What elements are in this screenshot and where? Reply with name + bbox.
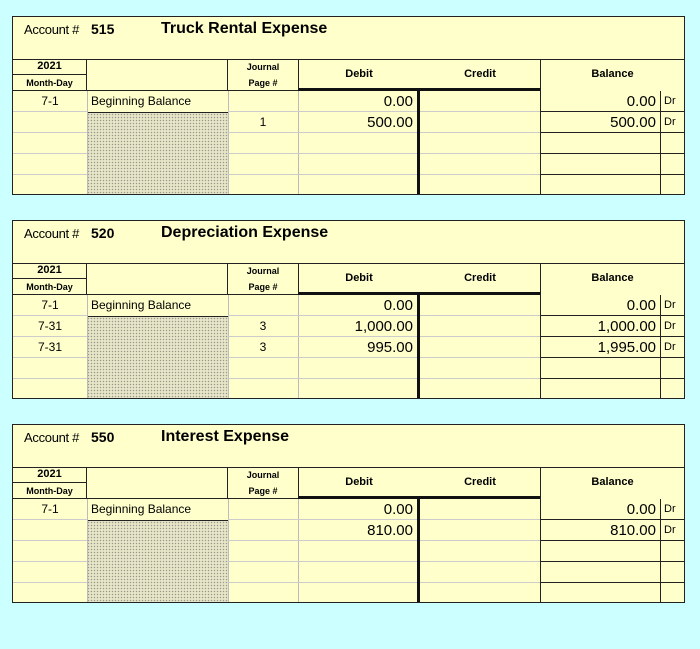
balance-side-cell[interactable] [660, 154, 684, 175]
date-cell[interactable] [13, 154, 87, 175]
ledger-row [13, 562, 684, 583]
journal-header-line1: Journal [246, 470, 280, 480]
ledger-account [12, 424, 685, 603]
journal-page-cell[interactable] [228, 91, 298, 112]
debit-cell[interactable] [298, 562, 417, 583]
balance-cell[interactable] [540, 358, 660, 379]
balance-side-cell[interactable] [660, 541, 684, 562]
journal-page-cell[interactable] [228, 295, 298, 316]
debit-header: Debit [345, 272, 373, 284]
debit-cell[interactable]: 0.00 [298, 499, 417, 520]
date-cell[interactable]: 7-31 [13, 337, 87, 358]
year-header: 2021 [37, 264, 62, 276]
ledger-account [12, 220, 685, 399]
balance-side-cell[interactable] [660, 562, 684, 583]
ledger-rows [13, 295, 684, 398]
balance-side-cell[interactable]: Dr [660, 295, 684, 316]
credit-cell[interactable] [420, 541, 540, 562]
ledger-row [13, 379, 684, 400]
ledger-rows [13, 499, 684, 602]
balance-column-header [540, 467, 684, 499]
debit-cell[interactable] [298, 154, 417, 175]
journal-page-cell[interactable] [228, 358, 298, 379]
date-cell[interactable]: 7-1 [13, 295, 87, 316]
balance-side-cell[interactable]: Dr [660, 499, 684, 520]
credit-cell[interactable] [420, 583, 540, 604]
debit-cell[interactable] [298, 175, 417, 196]
date-cell[interactable] [13, 112, 87, 133]
date-cell[interactable]: 7-31 [13, 316, 87, 337]
description-cell[interactable] [87, 541, 228, 562]
description-cell[interactable]: Beginning Balance [91, 298, 192, 312]
balance-side-cell[interactable] [660, 583, 684, 604]
description-cell[interactable] [87, 358, 228, 379]
journal-header-line1: Journal [246, 266, 280, 276]
date-column-header [13, 263, 87, 295]
balance-cell[interactable]: 500.00 [540, 112, 660, 133]
account-number-label: Account # [24, 22, 80, 37]
journal-page-cell[interactable] [228, 562, 298, 583]
ledger-row [13, 316, 684, 337]
ledger-header [13, 425, 684, 468]
balance-side-cell[interactable]: Dr [660, 91, 684, 112]
balance-side-cell[interactable] [660, 379, 684, 400]
credit-cell[interactable] [420, 379, 540, 400]
balance-side-cell[interactable]: Dr [660, 337, 684, 358]
description-column-header [87, 59, 228, 91]
balance-cell[interactable]: 0.00 [540, 91, 660, 112]
journal-column-header [228, 467, 298, 499]
date-cell[interactable] [13, 583, 87, 604]
journal-header-line2: Page # [248, 486, 278, 496]
date-cell[interactable] [13, 520, 87, 541]
journal-page-cell[interactable]: 3 [228, 316, 298, 337]
description-cell[interactable]: Beginning Balance [91, 502, 192, 516]
description-cell[interactable] [87, 154, 228, 175]
credit-cell[interactable] [420, 133, 540, 154]
balance-side-cell[interactable] [660, 175, 684, 196]
balance-cell[interactable] [540, 175, 660, 196]
year-header: 2021 [37, 60, 62, 72]
credit-cell[interactable] [420, 358, 540, 379]
ledger-row [13, 337, 684, 358]
credit-cell[interactable] [420, 499, 540, 520]
credit-cell[interactable] [420, 337, 540, 358]
balance-cell[interactable]: 1,000.00 [540, 316, 660, 337]
credit-cell[interactable] [420, 175, 540, 196]
ledger-row [13, 175, 684, 196]
ledger-header [13, 17, 684, 60]
date-cell[interactable] [13, 562, 87, 583]
balance-header: Balance [591, 476, 634, 488]
balance-cell[interactable] [540, 379, 660, 400]
debit-cell[interactable] [298, 379, 417, 400]
date-cell[interactable]: 7-1 [13, 91, 87, 112]
balance-side-cell[interactable]: Dr [660, 520, 684, 541]
debit-cell[interactable]: 1,000.00 [298, 316, 417, 337]
credit-header: Credit [464, 272, 496, 284]
ledger-row [13, 154, 684, 175]
balance-header: Balance [591, 68, 634, 80]
ledger-row [13, 133, 684, 154]
date-cell[interactable] [13, 358, 87, 379]
debit-header: Debit [345, 476, 373, 488]
description-cell[interactable]: Beginning Balance [91, 94, 192, 108]
journal-header-line1: Journal [246, 62, 280, 72]
journal-page-cell[interactable] [228, 499, 298, 520]
description-cell[interactable] [87, 520, 228, 541]
account-title: Interest Expense [161, 428, 290, 445]
credit-header: Credit [464, 476, 496, 488]
date-cell[interactable] [13, 133, 87, 154]
balance-header: Balance [591, 272, 634, 284]
debit-cell[interactable]: 810.00 [298, 520, 417, 541]
debit-cell[interactable] [298, 583, 417, 604]
debit-cell[interactable] [298, 133, 417, 154]
journal-page-cell[interactable] [228, 175, 298, 196]
debit-cell[interactable] [298, 358, 417, 379]
credit-cell[interactable] [420, 91, 540, 112]
description-cell[interactable] [87, 316, 228, 337]
journal-column-header [228, 59, 298, 91]
description-cell[interactable] [87, 112, 228, 133]
ledger-row [13, 112, 684, 133]
year-header: 2021 [37, 468, 62, 480]
date-column-header [13, 59, 87, 91]
description-cell[interactable] [87, 175, 228, 196]
journal-page-cell[interactable] [228, 133, 298, 154]
debit-cell[interactable]: 500.00 [298, 112, 417, 133]
description-cell[interactable] [87, 379, 228, 400]
journal-page-cell[interactable]: 1 [228, 112, 298, 133]
journal-page-cell[interactable] [228, 541, 298, 562]
journal-header-line2: Page # [248, 78, 278, 88]
date-cell[interactable]: 7-1 [13, 499, 87, 520]
debit-cell[interactable]: 0.00 [298, 295, 417, 316]
description-cell[interactable] [87, 337, 228, 358]
account-title: Depreciation Expense [161, 224, 329, 241]
debit-cell[interactable] [298, 541, 417, 562]
balance-cell[interactable]: 0.00 [540, 295, 660, 316]
month-day-header: Month-Day [26, 282, 73, 292]
ledger-header [13, 221, 684, 264]
ledger-row [13, 358, 684, 379]
balance-side-cell[interactable]: Dr [660, 316, 684, 337]
account-title: Truck Rental Expense [161, 20, 328, 37]
description-cell[interactable] [87, 583, 228, 604]
credit-cell[interactable] [420, 562, 540, 583]
journal-page-cell[interactable] [228, 379, 298, 400]
balance-column-header [540, 263, 684, 295]
balance-cell[interactable] [540, 562, 660, 583]
balance-cell[interactable] [540, 133, 660, 154]
journal-page-cell[interactable] [228, 520, 298, 541]
account-number: 550 [91, 429, 115, 445]
description-column-header [87, 263, 228, 295]
date-cell[interactable] [13, 379, 87, 400]
credit-cell[interactable] [420, 520, 540, 541]
month-day-header: Month-Day [26, 78, 73, 88]
ledger-row [13, 295, 684, 316]
credit-cell[interactable] [420, 295, 540, 316]
balance-side-cell[interactable] [660, 358, 684, 379]
debit-credit-header [298, 467, 540, 499]
date-column-header [13, 467, 87, 499]
debit-header: Debit [345, 68, 373, 80]
month-day-header: Month-Day [26, 486, 73, 496]
account-number: 515 [91, 21, 115, 37]
description-cell[interactable] [87, 133, 228, 154]
balance-cell[interactable]: 810.00 [540, 520, 660, 541]
journal-page-cell[interactable] [228, 583, 298, 604]
ledger-row [13, 541, 684, 562]
balance-cell[interactable] [540, 154, 660, 175]
debit-credit-header [298, 263, 540, 295]
date-cell[interactable] [13, 175, 87, 196]
account-number: 520 [91, 225, 115, 241]
balance-side-cell[interactable]: Dr [660, 112, 684, 133]
debit-cell[interactable]: 0.00 [298, 91, 417, 112]
ledger-row [13, 499, 684, 520]
debit-cell[interactable]: 995.00 [298, 337, 417, 358]
journal-page-cell[interactable] [228, 154, 298, 175]
ledger-row [13, 91, 684, 112]
account-number-label: Account # [24, 226, 80, 241]
credit-cell[interactable] [420, 112, 540, 133]
ledger-account [12, 16, 685, 195]
journal-page-cell[interactable]: 3 [228, 337, 298, 358]
balance-cell[interactable]: 0.00 [540, 499, 660, 520]
balance-column-header [540, 59, 684, 91]
balance-cell[interactable] [540, 541, 660, 562]
description-cell[interactable] [87, 562, 228, 583]
balance-side-cell[interactable] [660, 133, 684, 154]
date-cell[interactable] [13, 541, 87, 562]
credit-header: Credit [464, 68, 496, 80]
ledger-row [13, 520, 684, 541]
debit-credit-header [298, 59, 540, 91]
credit-cell[interactable] [420, 316, 540, 337]
description-column-header [87, 467, 228, 499]
balance-cell[interactable] [540, 583, 660, 604]
journal-column-header [228, 263, 298, 295]
ledger-rows [13, 91, 684, 194]
credit-cell[interactable] [420, 154, 540, 175]
balance-cell[interactable]: 1,995.00 [540, 337, 660, 358]
ledger-row [13, 583, 684, 604]
journal-header-line2: Page # [248, 282, 278, 292]
account-number-label: Account # [24, 430, 80, 445]
